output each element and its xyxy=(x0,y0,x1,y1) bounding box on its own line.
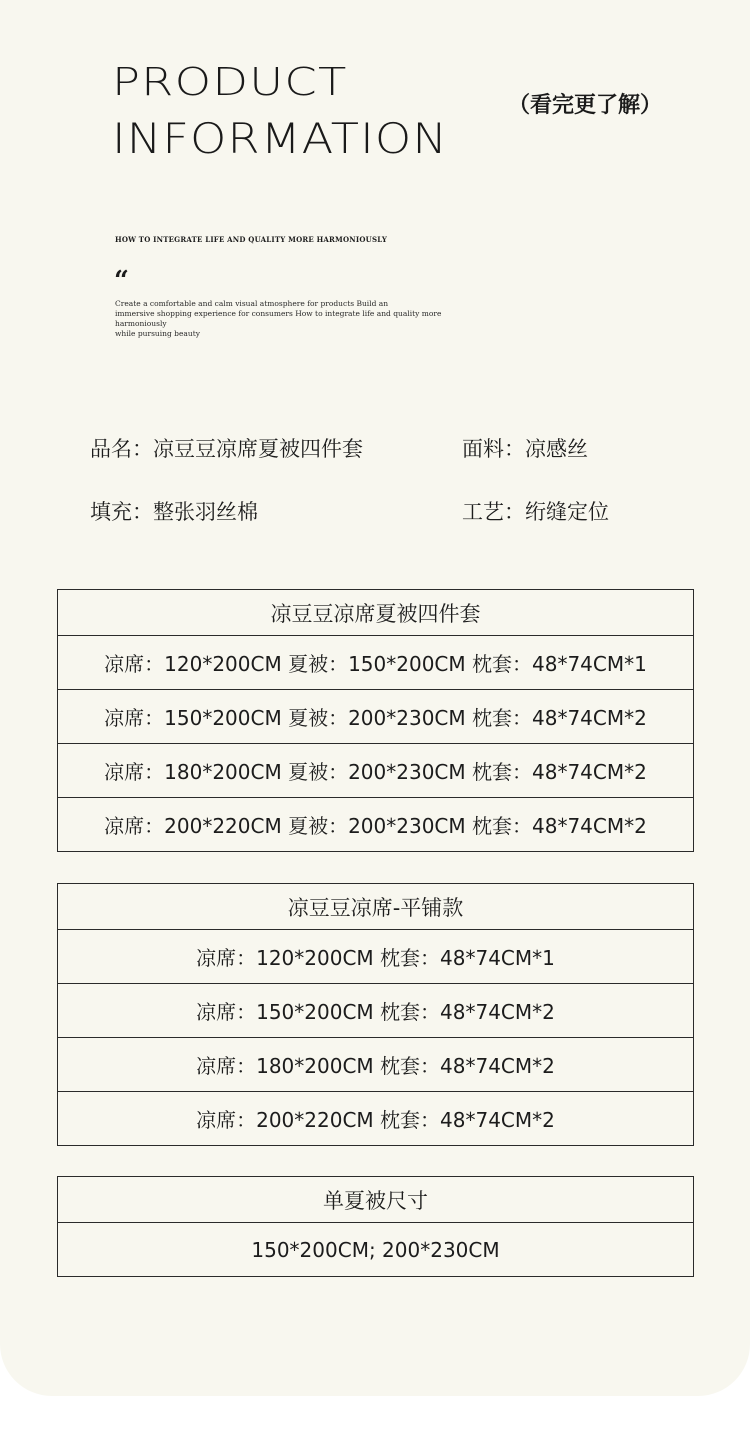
quote-mark: “ xyxy=(114,266,129,296)
page-title-line2: INFORMATION xyxy=(112,114,448,163)
table-cell: 凉席：120*200CM 夏被：150*200CM 枕套：48*74CM*1 xyxy=(58,636,694,690)
table-row xyxy=(58,744,694,798)
table-cell: 凉席：150*200CM 夏被：200*230CM 枕套：48*74CM*2 xyxy=(58,690,694,744)
table-row xyxy=(58,636,694,690)
spec-craft: 工艺：绗缝定位 xyxy=(462,500,609,524)
table-row xyxy=(58,1092,694,1146)
table-title: 单夏被尺寸 xyxy=(58,1177,694,1223)
spec-filling: 填充：整张羽丝棉 xyxy=(90,500,258,524)
table-cell: 凉席：180*200CM 枕套：48*74CM*2 xyxy=(58,1038,694,1092)
read-more-tag: （看完更了解） xyxy=(508,93,663,118)
quote-line: immersive shopping experience for consumers How to integrate life and quality more harmoniously xyxy=(115,309,442,328)
size-table-flat xyxy=(57,883,694,1146)
table-cell: 凉席：120*200CM 枕套：48*74CM*1 xyxy=(58,930,694,984)
table-cell: 凉席：180*200CM 夏被：200*230CM 枕套：48*74CM*2 xyxy=(58,744,694,798)
table-row xyxy=(58,1038,694,1092)
table-row xyxy=(58,798,694,852)
quote-text xyxy=(115,299,475,339)
size-table-four-piece xyxy=(57,589,694,852)
table-row xyxy=(58,1223,694,1277)
table-row xyxy=(58,690,694,744)
spec-fabric: 面料：凉感丝 xyxy=(462,437,588,461)
table-row xyxy=(58,930,694,984)
size-table-quilt xyxy=(57,1176,694,1277)
tagline: HOW TO INTEGRATE LIFE AND QUALITY MORE HARMONIOUSLY xyxy=(115,235,388,244)
table-title: 凉豆豆凉席-平铺款 xyxy=(58,884,694,930)
table-cell: 凉席：200*220CM 夏被：200*230CM 枕套：48*74CM*2 xyxy=(58,798,694,852)
table-title: 凉豆豆凉席夏被四件套 xyxy=(58,590,694,636)
page-title-line1: PRODUCT xyxy=(112,60,348,104)
table-row xyxy=(58,984,694,1038)
quote-line: Create a comfortable and calm visual atmosphere for products Build an xyxy=(115,299,389,308)
quote-line: while pursuing beauty xyxy=(115,329,200,338)
table-cell: 凉席：150*200CM 枕套：48*74CM*2 xyxy=(58,984,694,1038)
table-cell: 凉席：200*220CM 枕套：48*74CM*2 xyxy=(58,1092,694,1146)
table-cell: 150*200CM; 200*230CM xyxy=(58,1223,694,1277)
spec-product-name: 品名：凉豆豆凉席夏被四件套 xyxy=(90,437,363,461)
